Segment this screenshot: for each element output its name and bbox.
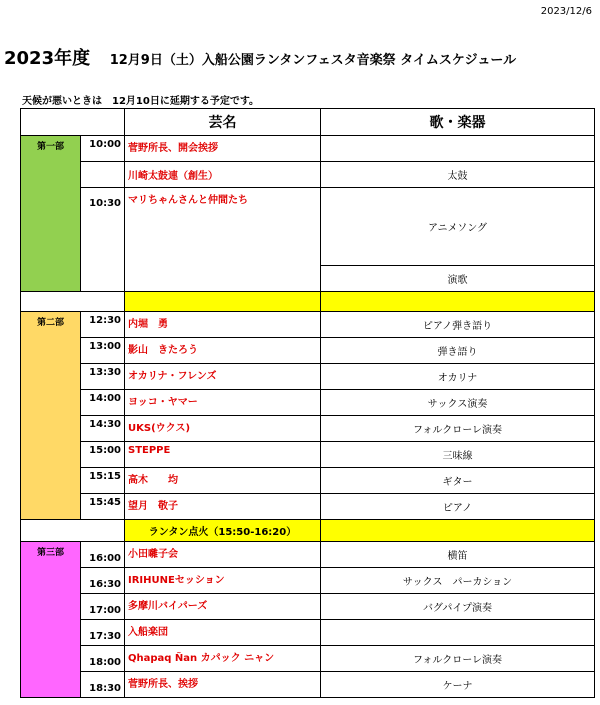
table-header-row	[21, 109, 595, 136]
performer-cell: 川崎太鼓連（創生）	[125, 162, 321, 188]
performer-cell: 望月 敬子	[125, 494, 321, 520]
table-row	[21, 312, 595, 338]
time-cell: 18:00	[81, 646, 125, 672]
time-cell: 16:30	[81, 568, 125, 594]
time-cell: 13:30	[81, 364, 125, 390]
instrument-cell	[321, 136, 595, 162]
table-row	[21, 594, 595, 620]
break-row	[21, 292, 595, 312]
instrument-cell: 演歌	[321, 266, 595, 292]
table-row	[21, 364, 595, 390]
time-cell: 14:30	[81, 416, 125, 442]
time-cell: 10:30	[81, 188, 125, 292]
time-cell: 12:30	[81, 312, 125, 338]
instrument-cell: ピアノ弾き語り	[321, 312, 595, 338]
instrument-cell: バグパイプ演奏	[321, 594, 595, 620]
performer-cell: 影山 きたろう	[125, 338, 321, 364]
lantern-blank	[21, 520, 125, 542]
instrument-cell: サックス演奏	[321, 390, 595, 416]
instrument-cell: フォルクローレ演奏	[321, 416, 595, 442]
table-row	[21, 338, 595, 364]
instrument-cell: 弾き語り	[321, 338, 595, 364]
time-cell: 18:30	[81, 672, 125, 698]
time-cell: 16:00	[81, 542, 125, 568]
header-blank	[21, 109, 125, 136]
instrument-cell: フォルクローレ演奏	[321, 646, 595, 672]
break-blank	[21, 292, 125, 312]
table-row	[21, 494, 595, 520]
part1-label: 第一部	[21, 136, 81, 292]
title-year: 2023年度	[4, 48, 91, 69]
performer-cell: 多摩川バイパーズ	[125, 594, 321, 620]
table-row	[21, 468, 595, 494]
performer-cell: 高木 均	[125, 468, 321, 494]
table-row	[21, 416, 595, 442]
time-cell: 14:00	[81, 390, 125, 416]
instrument-cell: ケーナ	[321, 672, 595, 698]
schedule-table	[20, 108, 595, 698]
document-date: 2023/12/6	[540, 6, 592, 17]
performer-cell: 菅野所長、挨拶	[125, 672, 321, 698]
table-row	[21, 136, 595, 162]
instrument-cell: アニメソング	[321, 188, 595, 266]
weather-note: 天候が悪いときは 12月10日に延期する予定です。	[22, 96, 260, 107]
instrument-cell: ピアノ	[321, 494, 595, 520]
performer-cell: ヨッコ・ヤマー	[125, 390, 321, 416]
table-row	[21, 542, 595, 568]
table-row	[21, 442, 595, 468]
break-cell	[125, 292, 321, 312]
instrument-cell: ギター	[321, 468, 595, 494]
performer-cell: IRIHUNEセッション	[125, 568, 321, 594]
performer-cell: オカリナ・フレンズ	[125, 364, 321, 390]
break-cell	[321, 520, 595, 542]
performer-cell: 内堀 勇	[125, 312, 321, 338]
table-row	[21, 162, 595, 188]
part3-label: 第三部	[21, 542, 81, 698]
time-cell: 17:30	[81, 620, 125, 646]
table-row	[21, 568, 595, 594]
header-instrument: 歌・楽器	[321, 109, 595, 136]
time-cell: 15:45	[81, 494, 125, 520]
performer-cell: マリちゃんさんと仲間たち	[125, 188, 321, 292]
time-cell: 17:00	[81, 594, 125, 620]
performer-cell: 菅野所長、開会挨拶	[125, 136, 321, 162]
lantern-row	[21, 520, 595, 542]
table-row	[21, 672, 595, 698]
table-row	[21, 390, 595, 416]
instrument-cell	[321, 620, 595, 646]
performer-cell: 小田囃子会	[125, 542, 321, 568]
table-row	[21, 188, 595, 266]
lantern-lighting-label: ランタン点火（15:50-16:20）	[125, 520, 321, 542]
time-cell: 13:00	[81, 338, 125, 364]
performer-cell: STEPPE	[125, 442, 321, 468]
time-cell: 10:00	[81, 136, 125, 162]
table-row	[21, 620, 595, 646]
instrument-cell: サックス パーカション	[321, 568, 595, 594]
time-cell: 15:00	[81, 442, 125, 468]
instrument-cell: 太鼓	[321, 162, 595, 188]
performer-cell: UKS(ウクス)	[125, 416, 321, 442]
title-event: 12月9日（土）入船公園ランタンフェスタ音楽祭 タイムスケジュール	[109, 53, 517, 68]
time-cell: 15:15	[81, 468, 125, 494]
break-cell	[321, 292, 595, 312]
performer-cell: Qhapaq Ñan カパック ニャン	[125, 646, 321, 672]
table-row	[21, 646, 595, 672]
instrument-cell: 三味線	[321, 442, 595, 468]
header-performer: 芸名	[125, 109, 321, 136]
instrument-cell: 横笛	[321, 542, 595, 568]
part2-label: 第二部	[21, 312, 81, 520]
time-cell	[81, 162, 125, 188]
instrument-cell: オカリナ	[321, 364, 595, 390]
page-title	[4, 44, 516, 70]
performer-cell: 入船楽団	[125, 620, 321, 646]
